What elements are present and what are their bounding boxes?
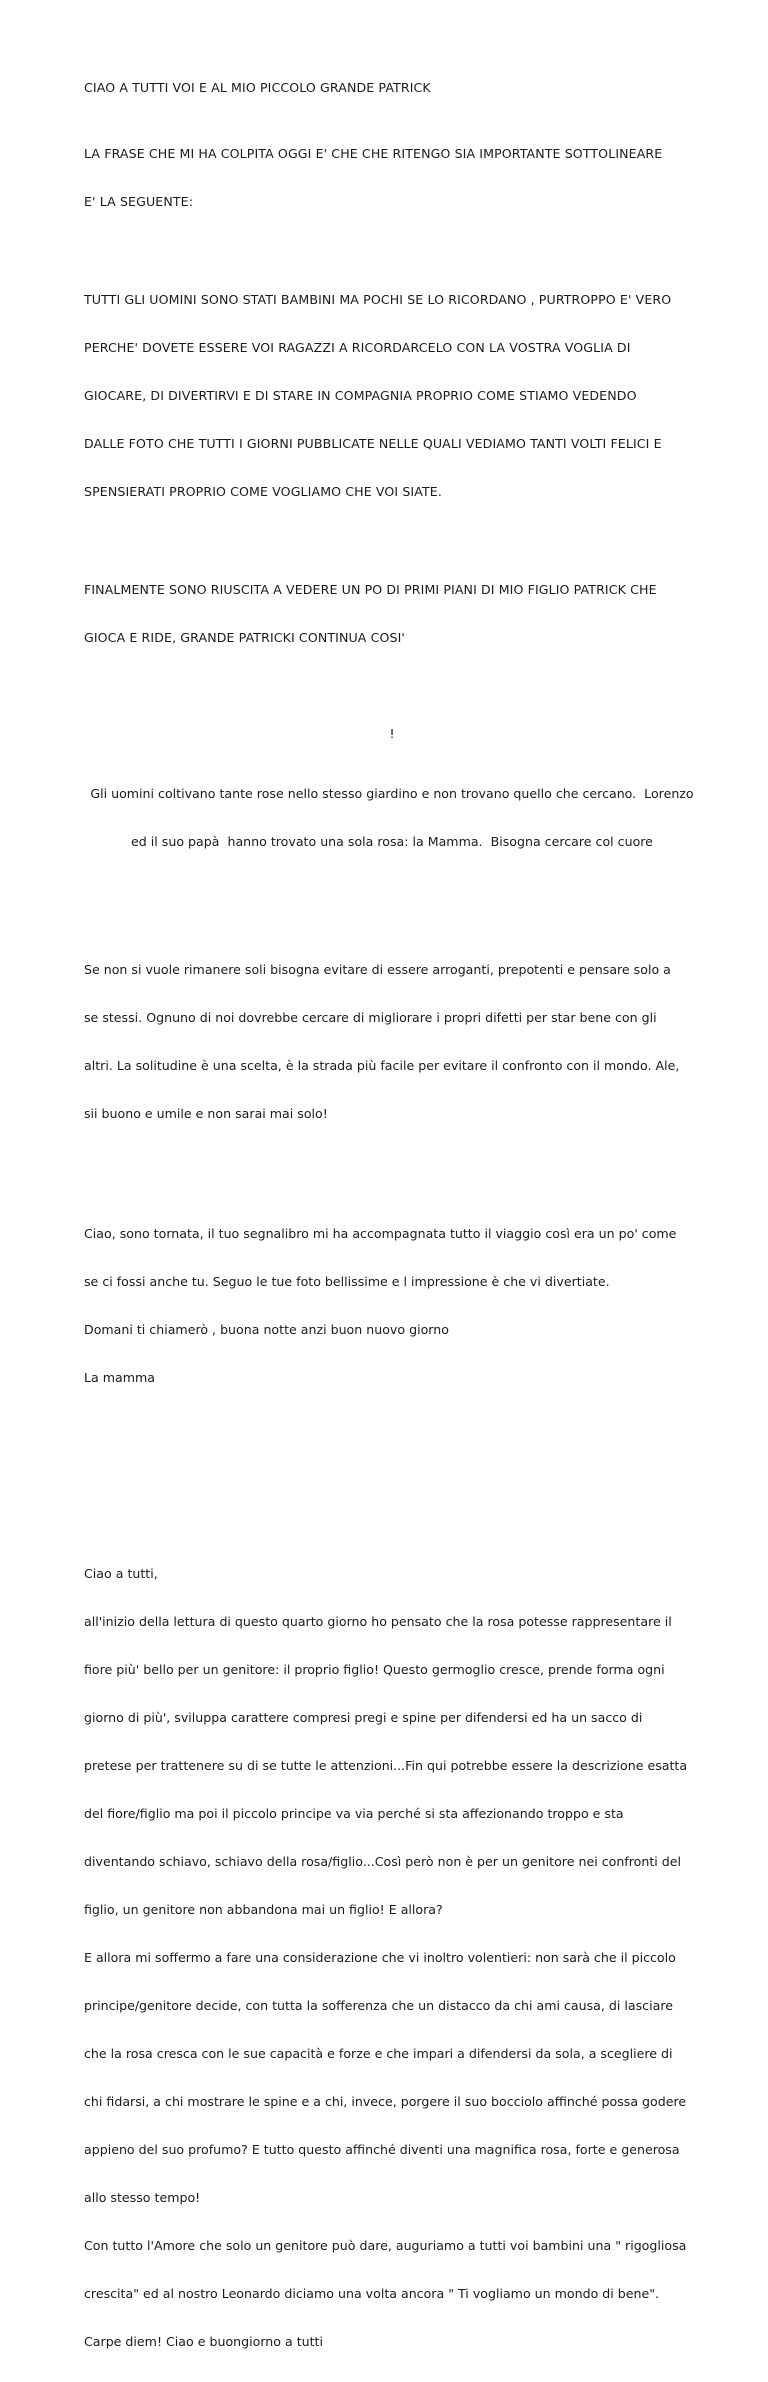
roses-paragraph xyxy=(84,754,700,882)
long-letter xyxy=(84,1534,700,2382)
back-paragraph xyxy=(84,1194,700,1418)
roses-line: ed il suo papà hanno trovato una sola rosa: la Mamma. Bisogna cercare col cuore xyxy=(131,834,653,849)
finally-paragraph xyxy=(84,550,700,678)
quote-line: SPENSIERATI PROPRIO COME VOGLIAMO CHE VOI SIATE. xyxy=(84,484,442,499)
signature-line: La mamma xyxy=(84,1370,155,1385)
back-line: Ciao, sono tornata, il tuo segnalibro mi ha accompagnata tutto il viaggio così era un po' come xyxy=(84,1226,677,1241)
letter-line: Con tutto l'Amore che solo un genitore può dare, auguriamo a tutti voi bambini una " rigogliosa xyxy=(84,2238,687,2253)
letter-line: che la rosa cresca con le sue capacità e forze e che impari a difendersi da sola, a scegliere di xyxy=(84,2046,673,2061)
letter-line: pretese per trattenere su di se tutte le attenzioni...Fin qui potrebbe essere la descrizione esatta xyxy=(84,1758,688,1773)
alone-paragraph xyxy=(84,930,700,1154)
letter-line: allo stesso tempo! xyxy=(84,2190,201,2205)
letter-line: fiore più' bello per un genitore: il proprio figlio! Questo germoglio cresce, prende forma ogni xyxy=(84,1662,665,1677)
phrase-intro xyxy=(84,114,700,242)
alone-line: altri. La solitudine è una scelta, è la strada più facile per evitare il confronto con il mondo. Ale, xyxy=(84,1058,680,1073)
exclamation-mark: ! xyxy=(389,726,395,741)
letter-line: figlio, un genitore non abbandona mai un figlio! E allora? xyxy=(84,1902,443,1917)
letter-line: all'inizio della lettura di questo quarto giorno ho pensato che la rosa potesse rappresentare il xyxy=(84,1614,672,1629)
quote-line: DALLE FOTO CHE TUTTI I GIORNI PUBBLICATE NELLE QUALI VEDIAMO TANTI VOLTI FELICI E xyxy=(84,436,662,451)
letter-line: Ciao a tutti, xyxy=(84,1566,158,1581)
letter-line: appieno del suo profumo? E tutto questo affinché diventi una magnifica rosa, forte e generosa xyxy=(84,2142,680,2157)
phrase-intro-line: LA FRASE CHE MI HA COLPITA OGGI E' CHE CHE RITENGO SIA IMPORTANTE SOTTOLINEARE xyxy=(84,146,663,161)
letter-line: principe/genitore decide, con tutta la sofferenza che un distacco da chi ami causa, di lasciare xyxy=(84,1998,673,2013)
letter-line: E allora mi soffermo a fare una considerazione che vi inoltro volentieri: non sarà che il piccolo xyxy=(84,1950,676,1965)
letter-line: del fiore/figlio ma poi il piccolo principe va via perché si sta affezionando troppo e sta xyxy=(84,1806,624,1821)
alone-line: se stessi. Ognuno di noi dovrebbe cercare di migliorare i propri difetti per star bene con gli xyxy=(84,1010,657,1025)
roses-line: Gli uomini coltivano tante rose nello stesso giardino e non trovano quello che cercano. Lorenzo xyxy=(90,786,694,801)
phrase-intro-line: E' LA SEGUENTE: xyxy=(84,194,194,209)
back-line: se ci fossi anche tu. Seguo le tue foto bellissime e l impressione è che vi divertiate. xyxy=(84,1274,610,1289)
letter-line: giorno di più', sviluppa carattere compresi pregi e spine per difendersi ed ha un sacco di xyxy=(84,1710,643,1725)
finally-line: GIOCA E RIDE, GRANDE PATRICKI CONTINUA COSI' xyxy=(84,630,405,645)
alone-line: Se non si vuole rimanere soli bisogna evitare di essere arroganti, prepotenti e pensare solo a xyxy=(84,962,671,977)
letter-line: chi fidarsi, a chi mostrare le spine e a chi, invece, porgere il suo bocciolo affinché possa godere xyxy=(84,2094,687,2109)
greeting-title: CIAO A TUTTI VOI E AL MIO PICCOLO GRANDE PATRICK xyxy=(84,80,431,95)
letter-line: crescita" ed al nostro Leonardo diciamo una volta ancora " Ti vogliamo un mondo di bene". xyxy=(84,2286,660,2301)
quote-line: GIOCARE, DI DIVERTIRVI E DI STARE IN COMPAGNIA PROPRIO COME STIAMO VEDENDO xyxy=(84,388,637,403)
finally-line: FINALMENTE SONO RIUSCITA A VEDERE UN PO DI PRIMI PIANI DI MIO FIGLIO PATRICK CHE xyxy=(84,582,657,597)
quote-line: TUTTI GLI UOMINI SONO STATI BAMBINI MA POCHI SE LO RICORDANO , PURTROPPO E' VERO xyxy=(84,292,672,307)
back-line: Domani ti chiamerò , buona notte anzi buon nuovo giorno xyxy=(84,1322,449,1337)
quote-paragraph xyxy=(84,260,700,532)
letter-line: diventando schiavo, schiavo della rosa/figlio...Così però non è per un genitore nei confronti del xyxy=(84,1854,682,1869)
quote-line: PERCHE' DOVETE ESSERE VOI RAGAZZI A RICORDARCELO CON LA VOSTRA VOGLIA DI xyxy=(84,340,631,355)
letter-line: Carpe diem! Ciao e buongiorno a tutti xyxy=(84,2334,323,2349)
alone-line: sii buono e umile e non sarai mai solo! xyxy=(84,1106,328,1121)
document-page xyxy=(84,80,700,2382)
